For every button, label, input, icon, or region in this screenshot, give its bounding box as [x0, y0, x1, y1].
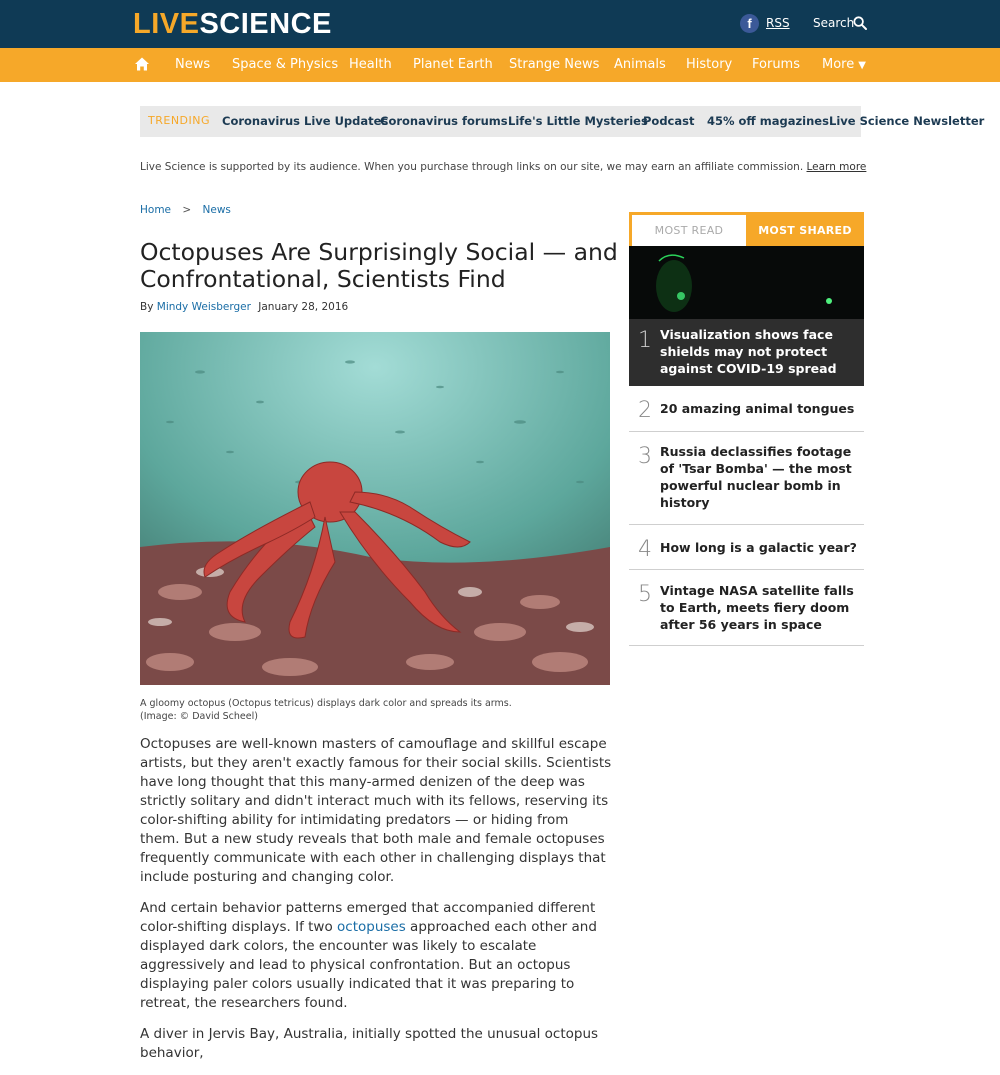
caret-down-icon: ▼ [858, 60, 866, 71]
popular-rank: 1 [638, 328, 652, 353]
octopuses-link[interactable]: octopuses [337, 919, 406, 935]
byline: By Mindy Weisberger January 28, 2016 [140, 301, 349, 313]
trending-item[interactable]: Coronavirus Live Updates [222, 114, 389, 128]
paragraph: And certain behavior patterns emerged that accompanied different color-shifting displays. If two octopuses approached each other and displayed dark colors, the encounter was likely to escalate aggressively and lead to physical confrontation. But an octopus displaying paler colors usually indicated that it was preparing to retreat, the researchers found. [140, 900, 597, 1011]
popular-title[interactable]: How long is a galactic year? [660, 540, 857, 555]
search-icon[interactable] [853, 16, 867, 30]
trending-label: TRENDING [148, 114, 211, 127]
trending-item[interactable]: Podcast [643, 114, 695, 128]
popular-rank: 4 [638, 537, 652, 562]
nav-item-space-physics[interactable]: Space & Physics [232, 57, 339, 72]
nav-item-strange-news[interactable]: Strange News [509, 57, 600, 72]
trending-item[interactable]: Live Science Newsletter [829, 114, 985, 128]
publish-date: January 28, 2016 [258, 301, 349, 313]
popular-rank: 3 [638, 444, 652, 469]
image-credit: (Image: © David Scheel) [140, 711, 258, 722]
breadcrumb-news[interactable]: News [202, 204, 231, 216]
affiliate-notice: Live Science is supported by its audience. When you purchase through links on our site, we may earn an affiliate commission. Learn more [140, 161, 867, 173]
nav-item-more[interactable]: More ▼ [822, 57, 866, 72]
trending-bar [140, 106, 985, 137]
popular-title[interactable]: Russia declassifies footage of 'Tsar Bomba' — the most powerful nuclear bomb in history [660, 444, 852, 510]
article-body [140, 735, 612, 1075]
livescience-logo[interactable]: LIVESCIENCE [133, 8, 332, 40]
breadcrumb [140, 204, 231, 216]
hero-image [140, 332, 610, 685]
octopus-photo [140, 332, 610, 685]
image-caption: A gloomy octopus (Octopus tetricus) displays dark color and spreads its arms. (Image: © David Scheel) [140, 697, 610, 723]
nav-item-animals[interactable]: Animals [614, 57, 666, 72]
search-button[interactable]: Search [813, 16, 855, 30]
author-link[interactable]: Mindy Weisberger [156, 301, 251, 313]
nav-item-history[interactable]: History [686, 57, 733, 72]
main-nav [0, 48, 1000, 82]
popular-title[interactable]: Visualization shows face shields may not protect against COVID-19 spread [660, 327, 837, 376]
tab-most-shared[interactable]: MOST SHARED [758, 224, 852, 237]
popular-sidebar [629, 212, 864, 646]
nav-item-planet-earth[interactable]: Planet Earth [413, 57, 493, 72]
top-header [0, 0, 1000, 48]
popular-item[interactable] [629, 525, 864, 570]
trending-item[interactable]: Coronavirus forums [380, 114, 508, 128]
popular-title[interactable]: Vintage NASA satellite falls to Earth, meets fiery doom after 56 years in space [660, 583, 854, 632]
paragraph: Octopuses are well-known masters of camouflage and skillful escape artists, but they aren't exactly famous for their social skills. Scientists have long thought that this many-armed denizen of the deep was strictly solitary and didn't interact much with its fellows, reserving its color-shifting ability for intimidating predators — or hiding from them. But a new study reveals that both male and female octopuses frequently communicate with each other in challenging displays that include posturing and changing color. [140, 736, 612, 885]
popular-item[interactable] [629, 570, 864, 646]
breadcrumb-separator: > [182, 204, 192, 216]
facebook-icon[interactable]: f [740, 14, 759, 33]
popular-item-featured[interactable] [629, 246, 864, 386]
learn-more-link[interactable]: Learn more [806, 161, 867, 173]
nav-item-news[interactable]: News [175, 57, 211, 72]
nav-item-health[interactable]: Health [349, 57, 392, 72]
breadcrumb-home[interactable]: Home [140, 204, 172, 216]
paragraph: A diver in Jervis Bay, Australia, initially spotted the unusual octopus behavior, [140, 1026, 599, 1061]
home-icon[interactable] [134, 56, 150, 72]
popular-rank: 2 [638, 398, 652, 423]
popular-item[interactable] [629, 432, 864, 525]
popular-item[interactable] [629, 386, 864, 432]
trending-item[interactable]: 45% off magazines [707, 114, 829, 128]
tab-most-read[interactable]: MOST READ [632, 215, 746, 246]
popular-title[interactable]: 20 amazing animal tongues [660, 401, 855, 416]
popular-tabs [629, 212, 864, 246]
popular-rank: 5 [638, 582, 652, 607]
trending-item[interactable]: Life's Little Mysteries [508, 114, 648, 128]
nav-item-forums[interactable]: Forums [752, 57, 800, 72]
article-title: Octopuses Are Surprisingly Social — and Confrontational, Scientists Find [140, 238, 618, 293]
rss-link[interactable]: RSS [766, 16, 790, 30]
